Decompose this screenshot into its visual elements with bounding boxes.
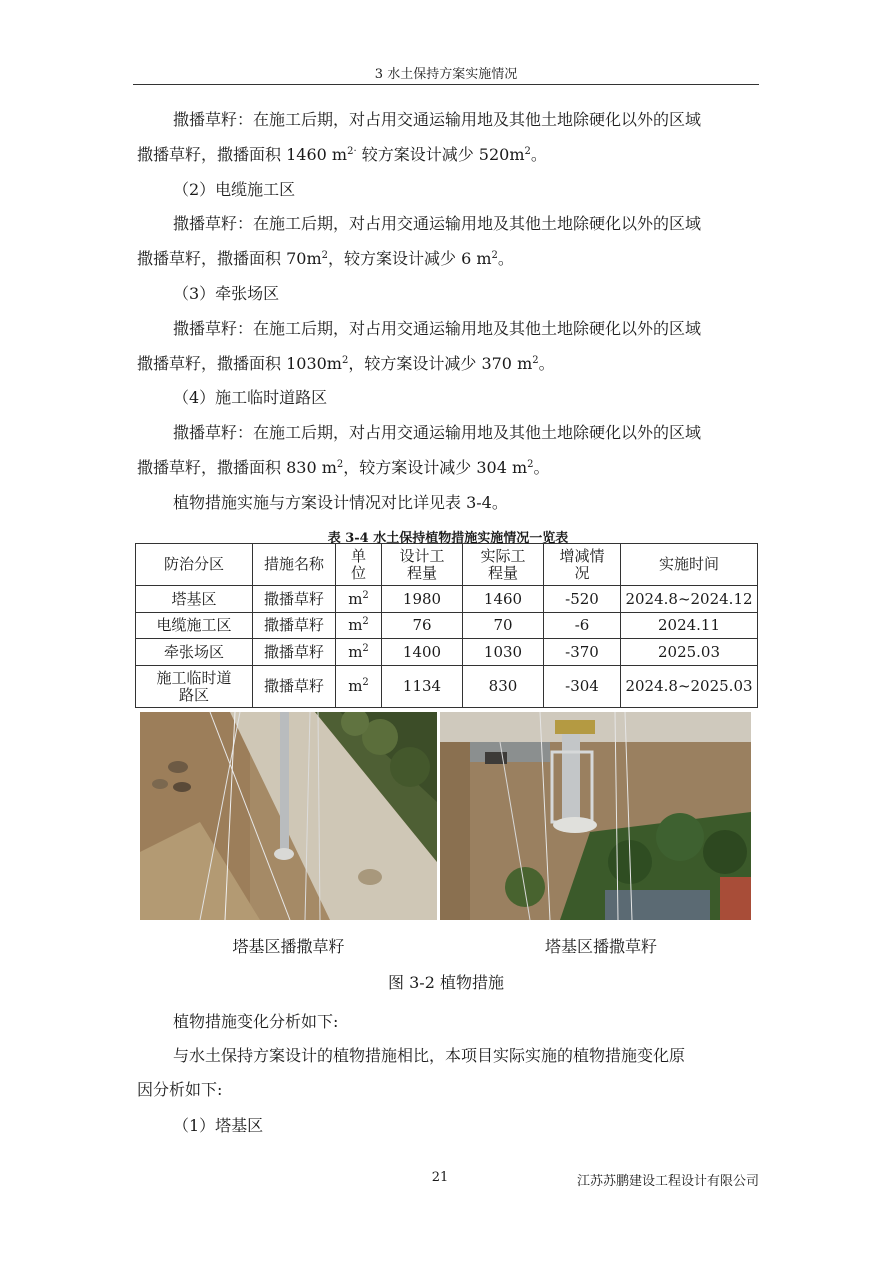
para-2-line-1: 撒播草籽：在施工后期，对占用交通运输用地及其他土地除硬化以外的区域 bbox=[173, 214, 702, 233]
para-7-line-2: 因分析如下: bbox=[137, 1080, 223, 1099]
para-5: 植物措施实施与方案设计情况对比详见表 3-4。 bbox=[173, 493, 508, 512]
para-3-line-1: 撒播草籽：在施工后期，对占用交通运输用地及其他土地除硬化以外的区域 bbox=[173, 319, 702, 338]
section-heading-cable: （2）电缆施工区 bbox=[173, 180, 296, 199]
th-design: 设计工 程量 bbox=[382, 544, 463, 586]
th-measure: 措施名称 bbox=[253, 544, 336, 586]
photo-tower-base-right bbox=[440, 712, 751, 920]
th-change: 增减情 况 bbox=[544, 544, 621, 586]
cell-actual: 1460 bbox=[463, 586, 544, 613]
section-heading-tower: （1）塔基区 bbox=[173, 1116, 264, 1135]
th-actual: 实际工 程量 bbox=[463, 544, 544, 586]
cell-design: 1980 bbox=[382, 586, 463, 613]
aerial-photo-left bbox=[140, 712, 437, 920]
photo-caption-right: 塔基区播撒草籽 bbox=[544, 937, 657, 956]
para-2-line-2: 撒播草籽，撒播面积 $70m^2$，较方案设计减少 6 $m^2$。 bbox=[137, 249, 514, 268]
cell-design: 1400 bbox=[382, 639, 463, 666]
section-heading-tension: （3）牵张场区 bbox=[173, 284, 280, 303]
cell-measure: 撒播草籽 bbox=[253, 639, 336, 666]
page-header: 3 水土保持方案实施情况 bbox=[374, 67, 518, 82]
table-caption: 表 3-4 水土保持植物措施实施情况一览表 bbox=[327, 531, 569, 546]
table-row bbox=[136, 613, 758, 639]
table-row bbox=[136, 666, 758, 708]
cell-unit: $m^2$ bbox=[336, 613, 382, 639]
vegetation-measures-table bbox=[135, 543, 758, 708]
page-number: 21 bbox=[431, 1170, 449, 1185]
cell-unit: $m^2$ bbox=[336, 586, 382, 613]
cell-time: 2025.03 bbox=[621, 639, 758, 666]
cell-measure: 撒播草籽 bbox=[253, 586, 336, 613]
photo-caption-left: 塔基区播撒草籽 bbox=[232, 937, 345, 956]
para-7-line-1: 与水土保持方案设计的植物措施相比，本项目实际实施的植物措施变化原 bbox=[173, 1046, 686, 1065]
cell-actual: 70 bbox=[463, 613, 544, 639]
cell-time: 2024.8~2025.03 bbox=[621, 666, 758, 708]
para-6: 植物措施变化分析如下: bbox=[173, 1012, 339, 1031]
cell-change: -520 bbox=[544, 586, 621, 613]
th-zone: 防治分区 bbox=[136, 544, 253, 586]
cell-unit: $m^2$ bbox=[336, 666, 382, 708]
cell-time: 2024.11 bbox=[621, 613, 758, 639]
header-rule bbox=[133, 84, 759, 85]
cell-zone: 牵张场区 bbox=[136, 639, 253, 666]
cell-zone: 塔基区 bbox=[136, 586, 253, 613]
figure-title: 图 3-2 植物措施 bbox=[388, 973, 504, 992]
cell-actual: 830 bbox=[463, 666, 544, 708]
cell-design: 1134 bbox=[382, 666, 463, 708]
th-time: 实施时间 bbox=[621, 544, 758, 586]
cell-change: -370 bbox=[544, 639, 621, 666]
cell-change: -6 bbox=[544, 613, 621, 639]
cell-change: -304 bbox=[544, 666, 621, 708]
section-heading-road: （4）施工临时道路区 bbox=[173, 388, 328, 407]
table-row bbox=[136, 639, 758, 666]
para-4-line-2: 撒播草籽，撒播面积 830 $m^2$，较方案设计减少 304 $m^2$。 bbox=[137, 458, 550, 477]
cell-measure: 撒播草籽 bbox=[253, 613, 336, 639]
table-row bbox=[136, 586, 758, 613]
para-1-line-1: 撒播草籽：在施工后期，对占用交通运输用地及其他土地除硬化以外的区域 bbox=[173, 110, 702, 129]
cell-actual: 1030 bbox=[463, 639, 544, 666]
cell-unit: $m^2$ bbox=[336, 639, 382, 666]
table-header-row bbox=[136, 544, 758, 586]
th-unit: 单 位 bbox=[336, 544, 382, 586]
cell-time: 2024.8~2024.12 bbox=[621, 586, 758, 613]
photo-tower-base-left bbox=[140, 712, 437, 920]
para-1-line-2: 撒播草籽，撒播面积 1460 $m^{2\cdot}$ 较方案设计减少 $520m^2$。 bbox=[137, 145, 547, 164]
cell-zone: 电缆施工区 bbox=[136, 613, 253, 639]
cell-measure: 撒播草籽 bbox=[253, 666, 336, 708]
cell-zone: 施工临时道 路区 bbox=[136, 666, 253, 708]
para-3-line-2: 撒播草籽，撒播面积 $1030m^2$，较方案设计减少 370 $m^2$。 bbox=[137, 354, 555, 373]
footer-company: 江苏苏鹏建设工程设计有限公司 bbox=[576, 1174, 759, 1189]
para-4-line-1: 撒播草籽：在施工后期，对占用交通运输用地及其他土地除硬化以外的区域 bbox=[173, 423, 702, 442]
cell-design: 76 bbox=[382, 613, 463, 639]
aerial-photo-right bbox=[440, 712, 751, 920]
